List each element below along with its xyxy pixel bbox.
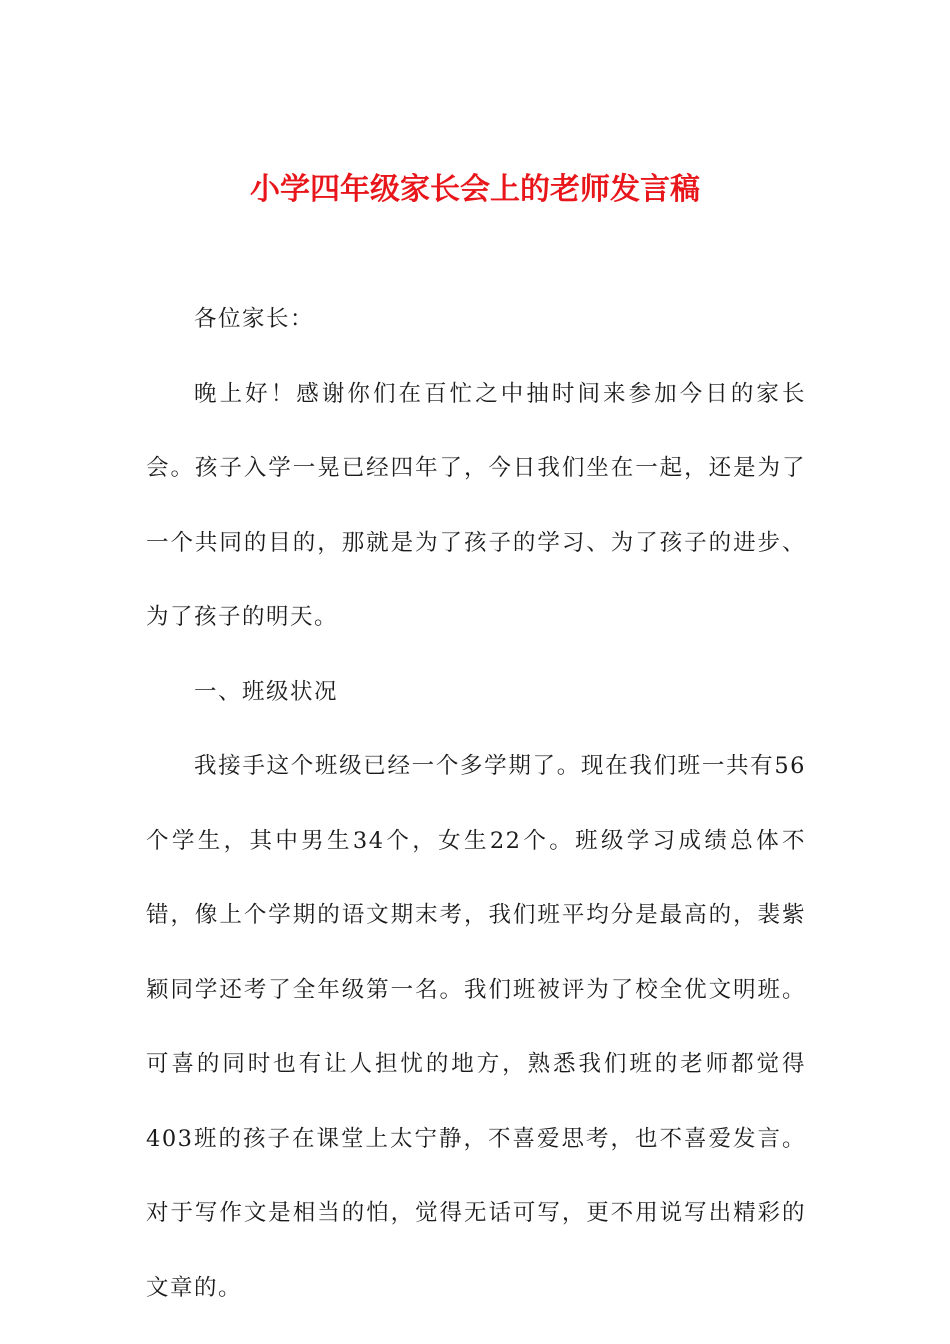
document-title: 小学四年级家长会上的老师发言稿: [250, 172, 700, 208]
document-body: [146, 282, 806, 1325]
section-heading: 一、班级状况: [194, 678, 339, 705]
class-status-paragraph: 我接手这个班级已经一个多学期了。现在我们班一共有56个学生，其中男生34个，女生22个。班级学习成绩总体不错，像上个学期的语文期末考，我们班平均分是最高的，裴紫颖同学还考了全年级第一名。我们班被评为了校全优文明班。可喜的同时也有让人担忧的地方，熟悉我们班的老师都觉得403班的孩子在课堂上太宁静，不喜爱思考，也不喜爱发言。对于写作文是相当的怕，觉得无话可写，更不用说写出精彩的文章的。: [146, 753, 806, 1301]
salutation-paragraph: 各位家长：: [194, 306, 315, 332]
greeting-paragraph: 晚上好！感谢你们在百忙之中抽时间来参加今日的家长会。孩子入学一晃已经四年了，今日我们坐在一起，还是为了一个共同的目的，那就是为了孩子的学习、为了孩子的进步、为了孩子的明天。: [146, 380, 806, 630]
